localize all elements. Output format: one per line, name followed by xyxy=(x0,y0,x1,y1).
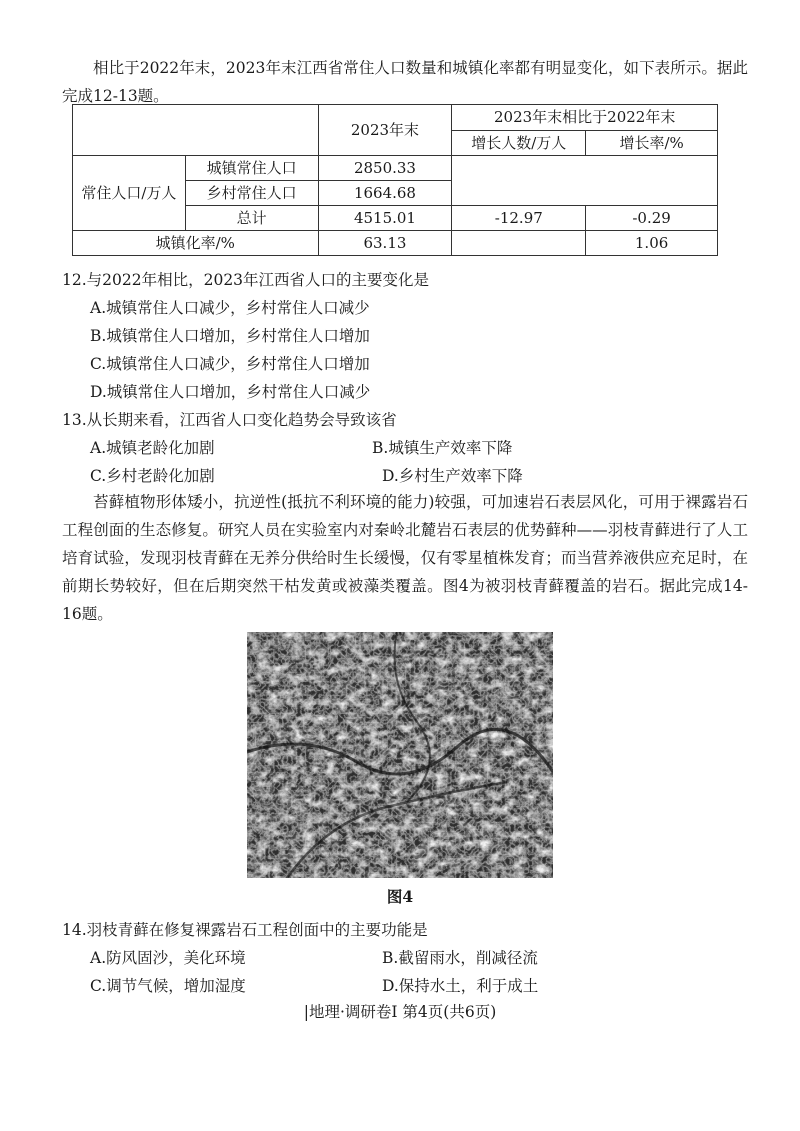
question-13-option-a: A.城镇老龄化加剧 xyxy=(90,439,215,457)
header-2023: 2023年末 xyxy=(318,105,452,156)
question-14-option-b: B.截留雨水，削减径流 xyxy=(382,949,538,967)
question-12-option-c: C.城镇常住人口减少，乡村常住人口增加 xyxy=(90,355,370,373)
blank-merged-cell xyxy=(452,156,718,206)
urbanization-2023: 63.13 xyxy=(318,231,452,256)
row-label: 总计 xyxy=(185,206,318,231)
intro-paragraph-12-13: 相比于2022年末，2023年末江西省常住人口数量和城镇化率都有明显变化，如下表所示。据此完成12-13题。 xyxy=(62,59,748,105)
urbanization-increase-people xyxy=(452,231,586,256)
question-13-option-c: C.乡村老龄化加剧 xyxy=(90,467,215,485)
question-12-option-d: D.城镇常住人口增加，乡村常住人口减少 xyxy=(90,383,371,401)
question-14-stem: 14.羽枝青藓在修复裸露岩石工程创面中的主要功能是 xyxy=(62,921,428,939)
question-14-option-d: D.保持水土，利于成土 xyxy=(382,977,539,995)
moss-rock-photo xyxy=(247,632,553,878)
row-label: 城镇常住人口 xyxy=(185,156,318,181)
question-12-option-a: A.城镇常住人口减少，乡村常住人口减少 xyxy=(90,299,370,317)
header-increase-people: 增长人数/万人 xyxy=(452,130,586,156)
row-value-2023: 2850.33 xyxy=(318,156,452,181)
intro-paragraph-14-16: 苔藓植物形体矮小，抗逆性(抵抗不利环境的能力)较强，可加速岩石表层风化，可用于裸露岩石工程创面的生态修复。研究人员在实验室内对秦岭北麓岩石表层的优势藓种——羽枝青藓进行了人工培育试验，发现羽枝青藓在无养分供给时生长缓慢，仅有零星植株发育；而当营养液供应充足时，在前期长势较好，但在后期突然干枯发黄或被藻类覆盖。图4为被羽枝青藓覆盖的岩石。据此完成14-16题。 xyxy=(62,493,748,623)
page-footer: |地理·调研卷Ⅰ 第4页(共6页) xyxy=(303,1003,497,1021)
row-value-2023: 4515.01 xyxy=(318,206,452,231)
question-13-option-b: B.城镇生产效率下降 xyxy=(372,439,513,457)
question-12-stem: 12.与2022年相比，2023年江西省人口的主要变化是 xyxy=(62,271,430,289)
table-corner-cell xyxy=(73,105,319,156)
moss-rock-image xyxy=(247,632,553,878)
row-label: 乡村常住人口 xyxy=(185,181,318,206)
question-14-option-c: C.调节气候，增加湿度 xyxy=(90,977,246,995)
question-13-stem: 13.从长期来看，江西省人口变化趋势会导致该省 xyxy=(62,411,397,429)
question-13-option-d: D.乡村生产效率下降 xyxy=(382,467,523,485)
header-compare: 2023年末相比于2022年末 xyxy=(452,105,718,131)
population-table xyxy=(72,104,718,256)
header-increase-rate: 增长率/% xyxy=(586,130,718,156)
question-12-option-b: B.城镇常住人口增加，乡村常住人口增加 xyxy=(90,327,370,345)
figure-caption: 图4 xyxy=(386,887,414,906)
row-increase-people: -12.97 xyxy=(452,206,586,231)
urbanization-increase-rate: 1.06 xyxy=(586,231,718,256)
row-increase-rate: -0.29 xyxy=(586,206,718,231)
row-value-2023: 1664.68 xyxy=(318,181,452,206)
urbanization-label: 城镇化率/% xyxy=(73,231,319,256)
row-group-label: 常住人口/万人 xyxy=(73,156,186,231)
question-14-option-a: A.防风固沙，美化环境 xyxy=(90,949,246,967)
